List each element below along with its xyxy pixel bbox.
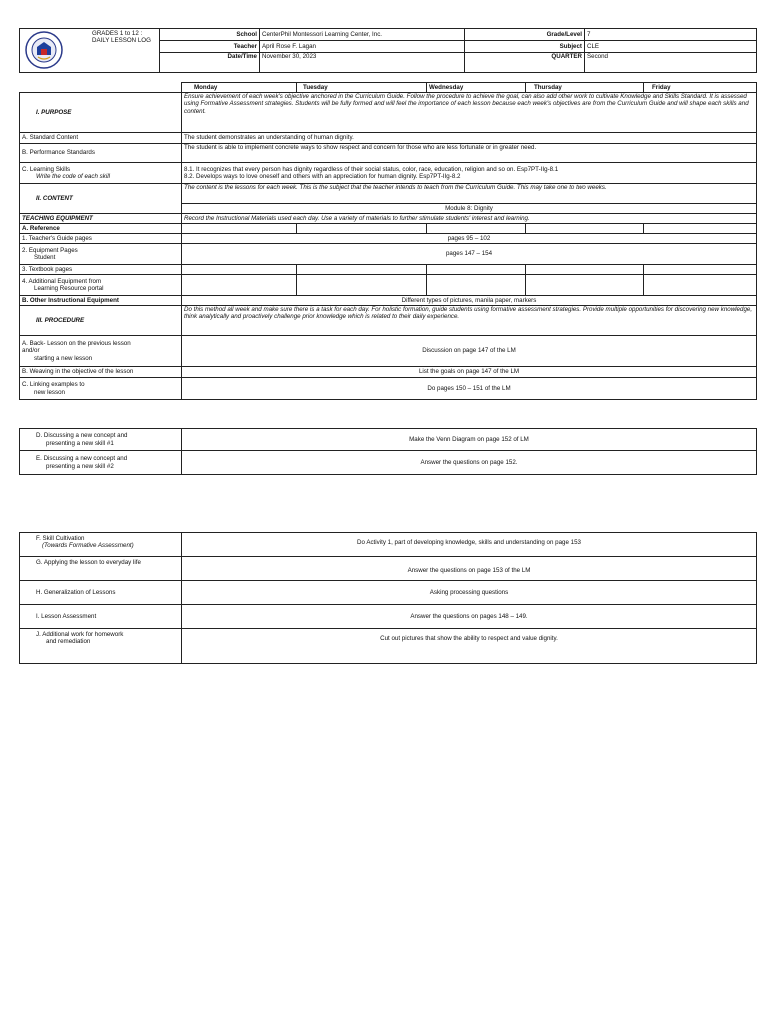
proc-b-text: List the goals on page 147 of the LM xyxy=(182,367,757,378)
additional-label-1: 4. Additional Equipment from xyxy=(22,277,102,285)
subject-value: CLE xyxy=(585,41,757,53)
reference-label: A. Reference xyxy=(20,224,182,234)
day-tuesday: Tuesday xyxy=(297,83,427,93)
learning-skill-2: 8.2. Develops ways to love oneself and others with an appreciation for human dignity. Esp7PT-IIg-8.2 xyxy=(184,173,461,180)
proc-f-text: Do Activity 1, part of developing knowledge, skills and understanding on page 153 xyxy=(182,533,757,557)
procedure-table-2 xyxy=(19,428,757,475)
purpose-text: Ensure achievement of each week's objective anchored in the Curriculum Guide. Follow the procedure to achieve the goal, can also add other work to cultivate Knowledge and Skills Standard. It is assessed using Formative Assessment strategies. Students will be fully formed and will feel the importance of each lesson because each week's objectives are from the Curriculum Guide and will shape each skills and content. xyxy=(182,93,757,133)
additional-label xyxy=(20,275,182,296)
proc-e-label-1: E. Discussing a new concept and xyxy=(36,455,128,463)
grade-value: 7 xyxy=(585,29,757,41)
proc-d-label xyxy=(20,429,182,451)
proc-j-text: Cut out pictures that show the ability to respect and value dignity. xyxy=(182,629,757,664)
proc-j-label-2: and remediation xyxy=(46,638,91,646)
other-equipment-label: B. Other Instructional Equipment xyxy=(20,296,182,306)
day-monday: Monday xyxy=(182,83,297,93)
teacher-label: Teacher xyxy=(160,41,260,53)
proc-e-text: Answer the questions on page 152. xyxy=(182,451,757,475)
student-pages-label-2: Student xyxy=(34,254,56,261)
school-value: CenterPhil Montessori Learning Center, Inc. xyxy=(260,29,465,41)
proc-b-label: B. Weaving in the objective of the lesson xyxy=(20,367,182,378)
proc-i-label: I. Lesson Assessment xyxy=(20,605,182,629)
proc-c-label xyxy=(20,378,182,400)
student-pages-label xyxy=(20,244,182,265)
proc-d-label-1: D. Discussing a new concept and xyxy=(36,432,128,440)
grade-label: Grade/Level xyxy=(465,29,585,41)
date-value: November 30, 2023 xyxy=(260,53,465,73)
proc-f-label-2: (Towards Formative Assessment) xyxy=(42,542,134,550)
proc-f-label xyxy=(20,533,182,557)
subject-label: Subject xyxy=(465,41,585,53)
performance-text: The student is able to implement concrete ways to show respect and concern for those who are less fortunate or in greater need. xyxy=(182,144,757,163)
student-pages-label-1: 2. Equipment Pages xyxy=(22,246,78,254)
proc-e-label xyxy=(20,451,182,475)
learning-skill-1: 8.1. It recognizes that every person has dignity regardless of their social status, color, race, education, religion and so on. Esp7PT-IIg-8.1 xyxy=(184,165,559,173)
proc-h-text: Asking processing questions xyxy=(182,581,757,605)
proc-h-label: H. Generalization of Lessons xyxy=(20,581,182,605)
proc-c-label-2: new lesson xyxy=(34,388,65,396)
proc-a-label-3: starting a new lesson xyxy=(34,354,93,362)
learning-label xyxy=(20,163,182,184)
purpose-label: I. PURPOSE xyxy=(20,93,182,133)
teacher-value: April Rose F. Lagan xyxy=(260,41,465,53)
learning-text xyxy=(182,163,757,184)
quarter-value: Second xyxy=(585,53,757,73)
equipment-text: Record the Instructional Materials used each day. Use a variety of materials to further stimulate students' interest and learning. xyxy=(182,214,757,224)
teachers-guide-pages: pages 95 – 102 xyxy=(182,234,757,244)
lesson-table xyxy=(19,82,757,400)
proc-i-text: Answer the questions on pages 148 – 149. xyxy=(182,605,757,629)
proc-a-text: Discussion on page 147 of the LM xyxy=(182,336,757,367)
standard-label: A. Standard Content xyxy=(20,133,182,144)
proc-d-label-2: presenting a new skill #1 xyxy=(46,439,114,447)
proc-c-text: Do pages 150 – 151 of the LM xyxy=(182,378,757,400)
learning-label-2: Write the code of each skill xyxy=(36,173,110,180)
day-friday: Friday xyxy=(644,83,757,93)
procedure-label: III. PROCEDURE xyxy=(20,306,182,336)
module-title: Module 8: Dignity xyxy=(182,204,757,214)
proc-j-label xyxy=(20,629,182,664)
teachers-guide-label: 1. Teacher's Guide pages xyxy=(20,234,182,244)
school-label: School xyxy=(160,29,260,41)
procedure-table-3 xyxy=(19,532,757,664)
proc-a-label xyxy=(20,336,182,367)
proc-j-label-1: J. Additional work for homework xyxy=(36,631,124,638)
day-wednesday: Wednesday xyxy=(427,83,526,93)
grades-text: GRADES 1 to 12 : xyxy=(92,30,143,37)
proc-a-label-2: and/or xyxy=(22,347,40,355)
proc-d-text: Make the Venn Diagram on page 152 of LM xyxy=(182,429,757,451)
additional-label-2: Learning Resource portal xyxy=(34,285,104,292)
proc-c-label-1: C. Linking examples to xyxy=(22,381,85,389)
proc-a-label-1: A. Back- Lesson on the previous lesson xyxy=(22,339,131,347)
textbook-label: 3. Textbook pages xyxy=(20,265,182,275)
proc-g-text: Answer the questions on page 153 of the LM xyxy=(182,557,757,581)
day-thursday: Thursday xyxy=(526,83,644,93)
quarter-label: QUARTER xyxy=(465,53,585,73)
content-text: The content is the lessons for each week. This is the subject that the teacher intends to teach from the Curriculum Guide. This may take one to two weeks. xyxy=(182,184,757,204)
performance-label: B. Performance Standards xyxy=(20,144,182,163)
other-equipment-text: Different types of pictures, manila paper, markers xyxy=(182,296,757,306)
procedure-text: Do this method all week and make sure there is a task for each day. For holistic formation, guide students using formative assessment strategies. Provide multiple opportunities for discovering new knowledge, think analytically and proactively challenge prior knowledge which is related to their daily experience. xyxy=(182,306,757,336)
proc-f-label-1: F. Skill Cultivation xyxy=(36,535,85,542)
student-pages-text: pages 147 – 154 xyxy=(182,244,757,265)
log-title: DAILY LESSON LOG xyxy=(92,37,151,45)
date-label: Date/Time xyxy=(160,53,260,73)
learning-label-1: C. Learning Skills xyxy=(22,165,71,173)
equipment-label: TEACHING EQUIPMENT xyxy=(20,214,182,224)
proc-g-label: G. Applying the lesson to everyday life xyxy=(20,557,182,581)
content-label: II. CONTENT xyxy=(20,184,182,214)
standard-text: The student demonstrates an understanding of human dignity. xyxy=(182,133,757,144)
header-table xyxy=(19,28,757,73)
proc-e-label-2: presenting a new skill #2 xyxy=(46,462,114,470)
header-title-cell xyxy=(20,29,160,73)
